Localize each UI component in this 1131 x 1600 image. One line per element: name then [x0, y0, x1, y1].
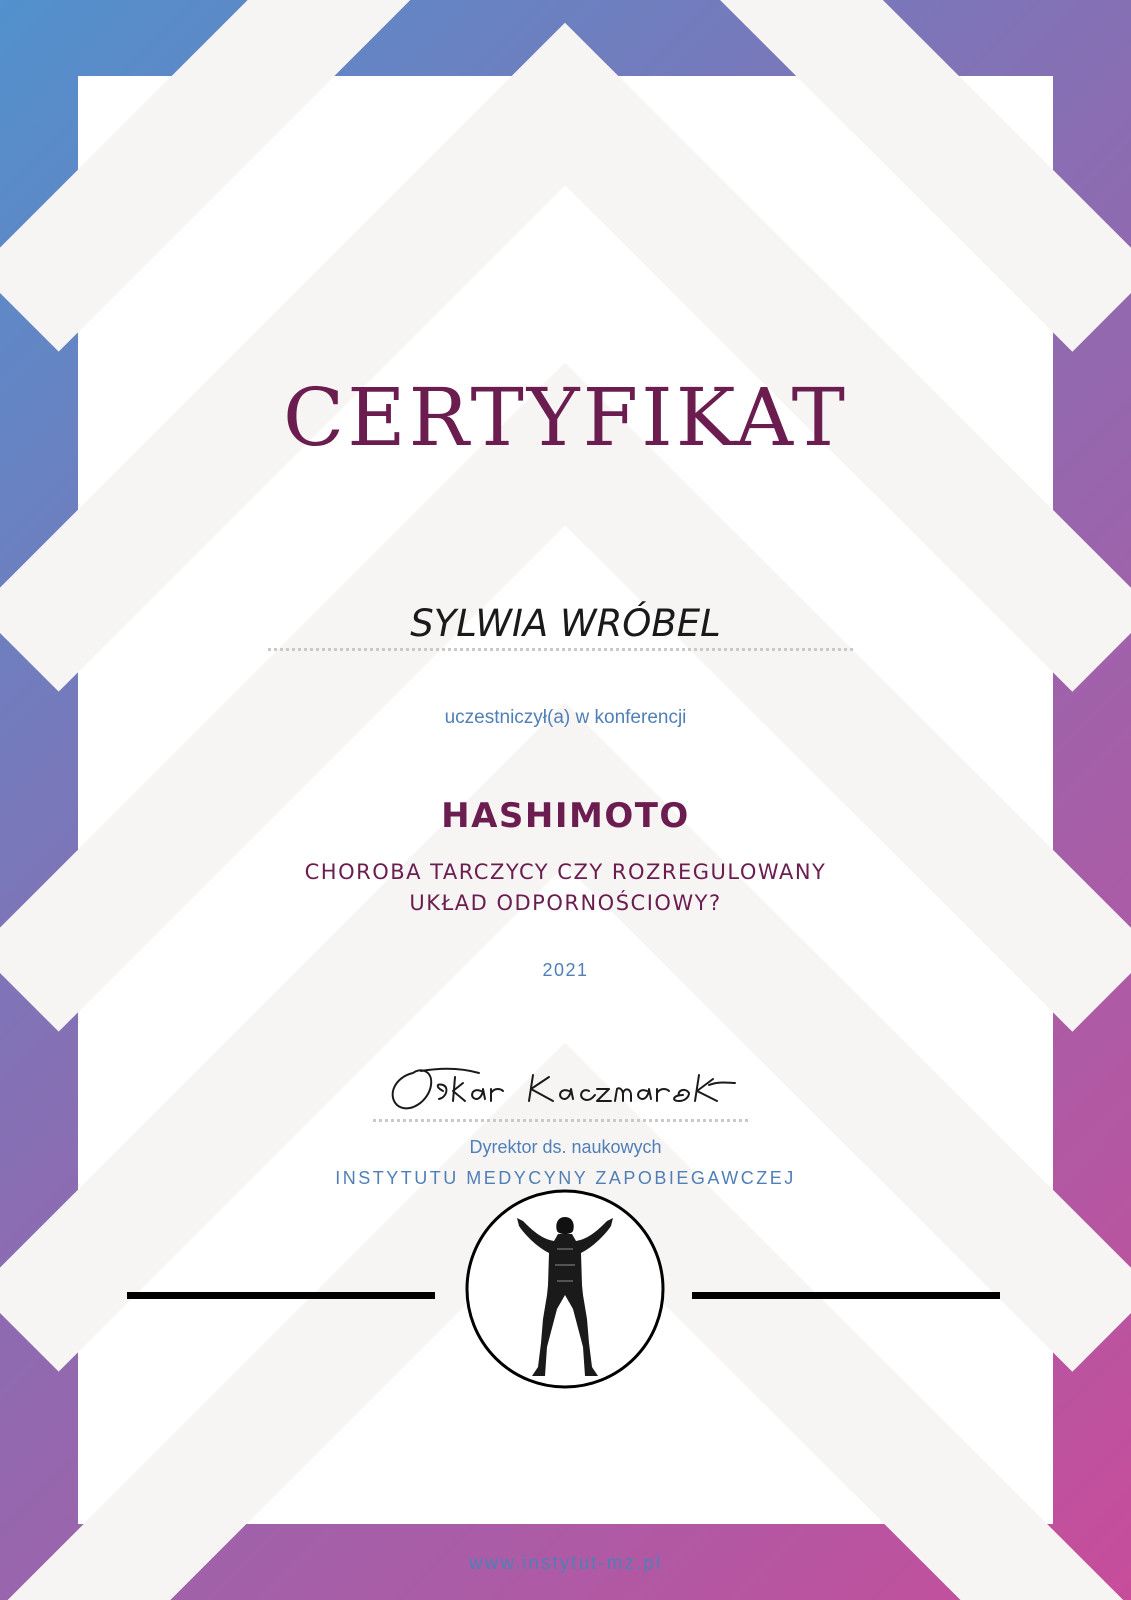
certificate-paper: [78, 76, 1053, 1574]
certificate-title: CERTYFIKAT: [283, 371, 848, 464]
website-url: www.instytut-mz.pl: [468, 1553, 663, 1574]
participation-text: uczestniczył(a) w konferencji: [444, 707, 687, 728]
handwritten-signature: [383, 1061, 743, 1121]
left-divider-line: [127, 1292, 435, 1299]
recipient-dotted-line: [268, 648, 853, 651]
right-divider-line: [692, 1292, 1000, 1299]
conference-subtitle: [78, 857, 1053, 919]
recipient-name: SYLWIA WRÓBEL: [410, 602, 721, 645]
conference-subtitle-line-1: CHOROBA TARCZYCY CZY ROZREGULOWANY: [304, 860, 827, 884]
conference-subtitle-line-2: UKŁAD ODPORNOŚCIOWY?: [409, 891, 722, 915]
institution-name: INSTYTUTU MEDYCYNY ZAPOBIEGAWCZEJ: [335, 1168, 796, 1188]
conference-year: 2021: [542, 960, 589, 980]
conference-title: HASHIMOTO: [441, 796, 690, 836]
vitruvian-man-logo-icon: [465, 1189, 665, 1389]
signature-dotted-line: [373, 1119, 748, 1122]
signer-role: Dyrektor ds. naukowych: [469, 1137, 662, 1157]
